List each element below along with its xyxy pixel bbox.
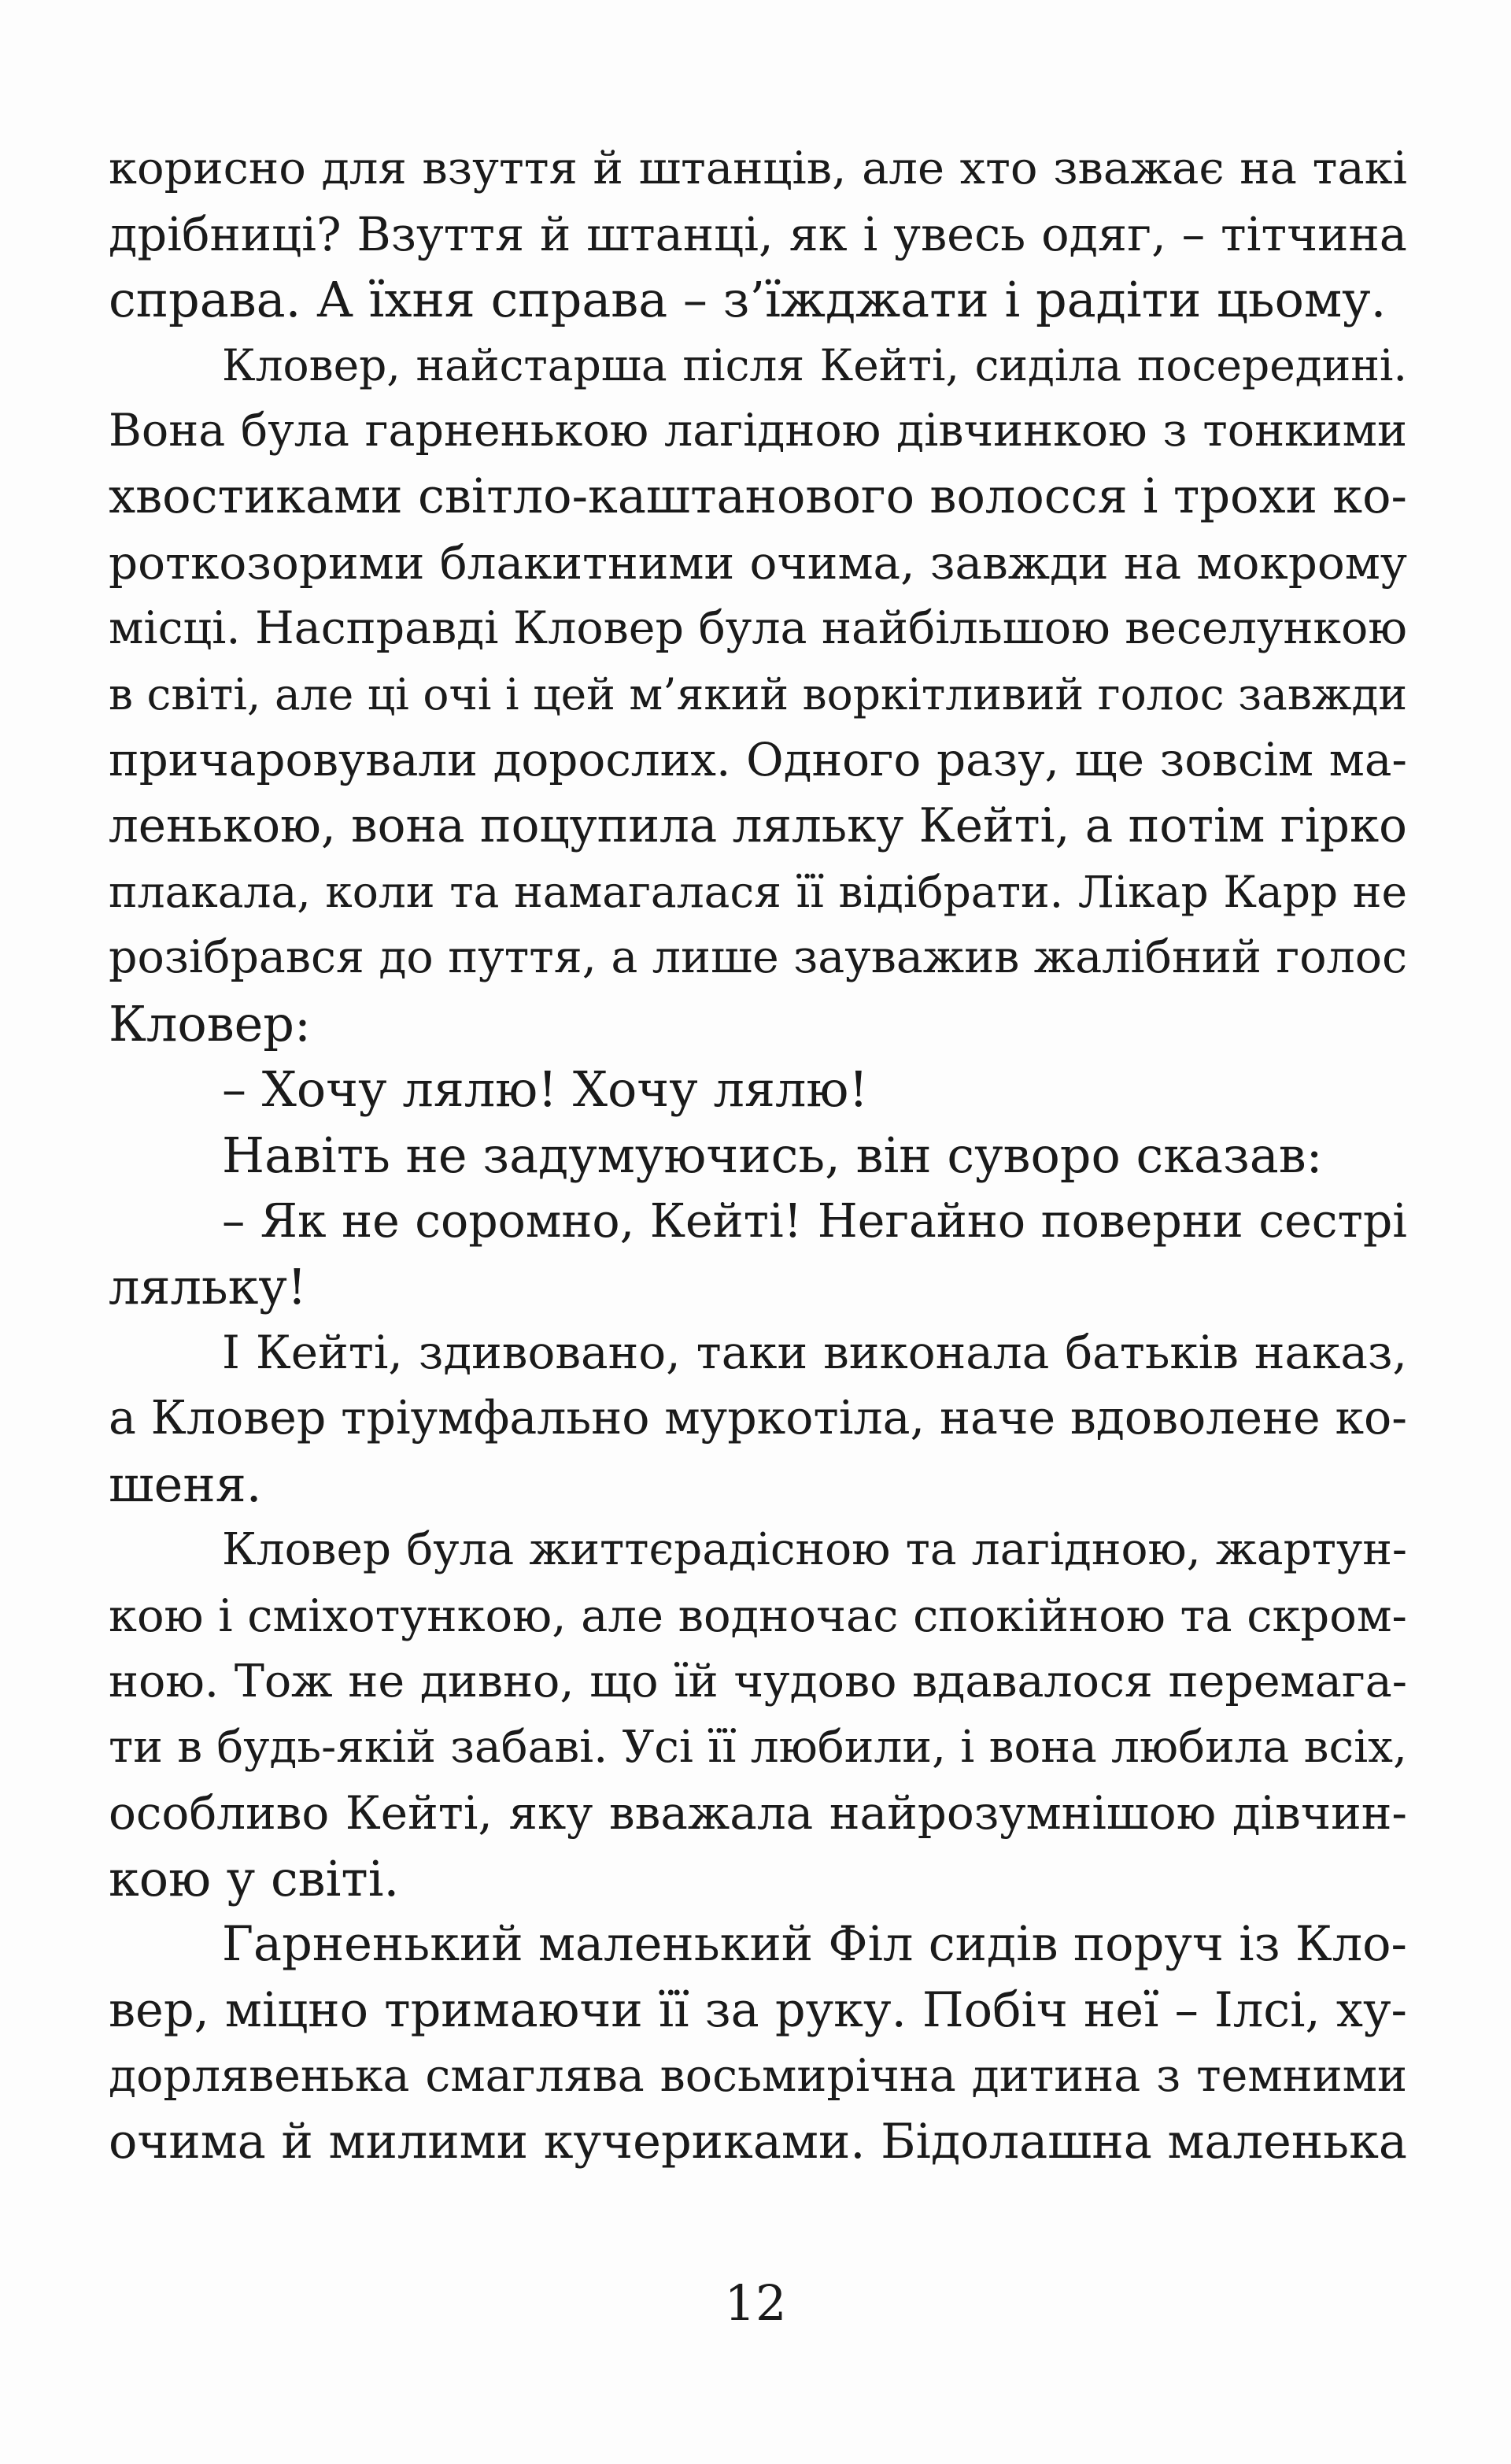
text-line: вер, міцно тримаючи її за руку. Побіч неї – Ілсі, ху- (109, 1982, 1407, 2038)
text-line: дрібниці? Взуття й штанці, як і увесь одяг, – тітчина (109, 206, 1407, 261)
text-line: І Кейті, здивовано, таки виконала батьків наказ, (222, 1325, 1407, 1379)
text-line: ленькою, вона поцупила ляльку Кейті, а потім гірко (109, 798, 1407, 853)
text-line: Гарненький маленький Філ сидів поруч із Кло- (222, 1917, 1407, 1973)
text-line: місці. Насправді Кловер була найбільшою веселункою (109, 602, 1407, 655)
text-line: роткозорими блакитними очима, завжди на мокрому (109, 535, 1407, 590)
text-line: ною. Тож не дивно, що їй чудово вдавалося перемага- (109, 1655, 1407, 1707)
text-line: плакала, коли та намагалася її відібрати. Лікар Карр не (109, 866, 1407, 917)
text-line: кою у світі. (109, 1850, 400, 1908)
text-line: кою і сміхотункою, але водночас спокійною та скром- (109, 1589, 1407, 1643)
text-line: Кловер була життєрадісною та лагідною, жартун- (222, 1524, 1407, 1576)
body-text (109, 135, 1407, 2175)
page-number: 12 (724, 2274, 787, 2332)
text-line: – Як не соромно, Кейті! Негайно поверни сестрі (222, 1193, 1407, 1248)
text-line: причаровували дорослих. Одного разу, ще зовсім ма- (109, 733, 1407, 787)
text-line: в світі, але ці очі і цей м’який воркітливий голос завжди (109, 668, 1407, 720)
text-line: шеня. (109, 1455, 262, 1513)
text-line: корисно для взуття й штанців, але хто зважає на такі (109, 142, 1407, 194)
text-line: хвостиками світло-каштанового волосся і трохи ко- (109, 468, 1407, 524)
text-line: Кловер, найстарша після Кейті, сиділа посередині. (222, 339, 1407, 390)
text-line: особливо Кейті, яку вважала найрозумнішою дівчин- (109, 1785, 1407, 1840)
text-line: очима й милими кучериками. Бідолашна маленька (109, 2114, 1407, 2170)
text-line: Вона була гарненькою лагідною дівчинкою з тонкими (109, 405, 1407, 457)
text-line: – Хочу лялю! Хочу лялю! (222, 1060, 869, 1119)
text-line: ляльку! (109, 1258, 307, 1316)
text-line: Навіть не задумуючись, він суворо сказав: (222, 1126, 1323, 1184)
text-line: розібрався до пуття, а лише зауважив жалібний голос (109, 931, 1407, 984)
text-line: справа. А їхня справа – з’їжджати і радіти цьому. (109, 271, 1387, 329)
text-line: дорлявенька смаглява восьмирічна дитина з темними (109, 2050, 1407, 2103)
text-line: ти в будь-якій забаві. Усі її любили, і вона любила всіх, (109, 1722, 1407, 1774)
text-line: Кловер: (109, 994, 311, 1053)
text-line: а Кловер тріумфально муркотіла, наче вдоволене ко- (109, 1391, 1407, 1445)
